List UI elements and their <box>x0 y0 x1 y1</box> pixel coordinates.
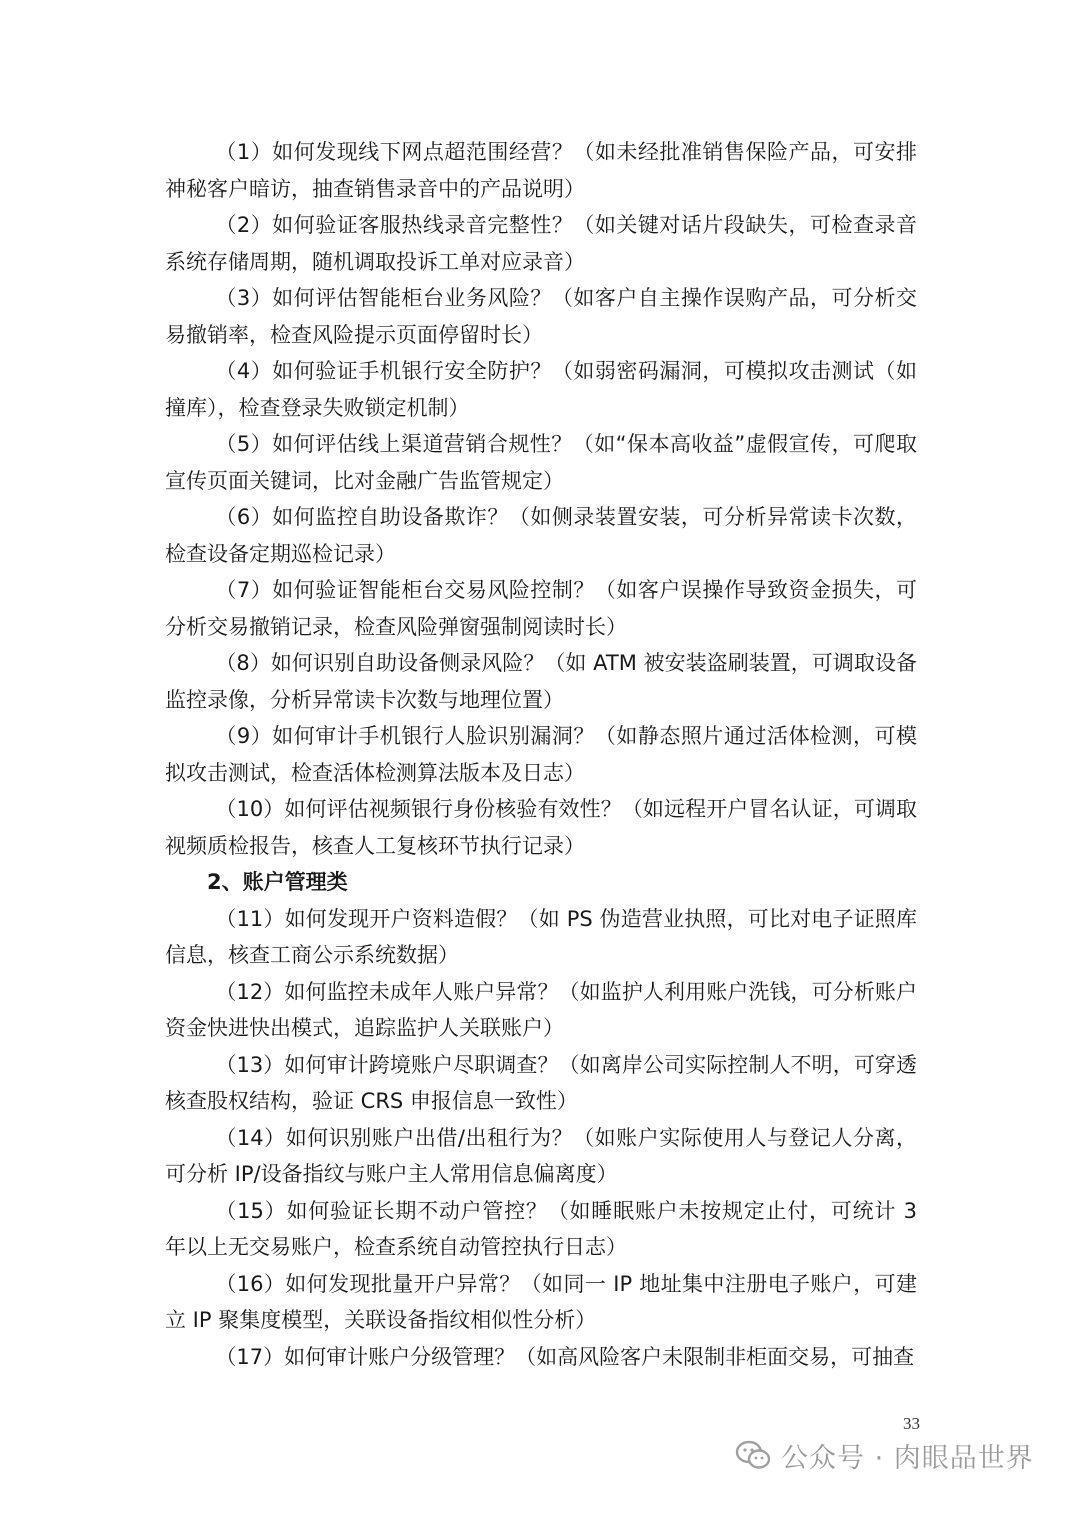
paragraph-2: （2）如何验证客服热线录音完整性？（如关键对话片段缺失，可检查录音系统存储周期，随机调取投诉工单对应录音） <box>165 213 917 274</box>
page-number: 33 <box>903 1414 920 1433</box>
paragraph-12: （12）如何监控未成年人账户异常？（如监护人利用账户洗钱，可分析账户资金快进快出模式，追踪监护人关联账户） <box>165 979 917 1040</box>
wechat-icon <box>735 1440 771 1470</box>
paragraph-14: （14）如何识别账户出借/出租行为？（如账户实际使用人与登记人分离，可分析 IP/设备指纹与账户主人常用信息偏离度） <box>165 1125 917 1186</box>
paragraph-10: （10）如何评估视频银行身份核验有效性？（如远程开户冒名认证，可调取视频质检报告，核查人工复核环节执行记录） <box>165 797 917 858</box>
paragraph-15: （15）如何验证长期不动户管控？（如睡眠账户未按规定止付，可统计 3 年以上无交易账户，检查系统自动管控执行日志） <box>165 1198 917 1259</box>
paragraph-8: （8）如何识别自助设备侧录风险？（如 ATM 被安装盗刷装置，可调取设备监控录像，分析异常读卡次数与地理位置） <box>165 651 917 712</box>
paragraph-7: （7）如何验证智能柜台交易风险控制？（如客户误操作导致资金损失，可分析交易撤销记录，检查风险弹窗强制阅读时长） <box>165 578 917 639</box>
paragraph-13: （13）如何审计跨境账户尽职调查？（如离岸公司实际控制人不明，可穿透核查股权结构，验证 CRS 申报信息一致性） <box>165 1052 917 1113</box>
paragraph-6: （6）如何监控自助设备欺诈？（如侧录装置安装，可分析异常读卡次数，检查设备定期巡检记录） <box>165 505 917 566</box>
paragraph-1: （1）如何发现线下网点超范围经营？（如未经批准销售保险产品，可安排神秘客户暗访，抽查销售录音中的产品说明） <box>165 140 917 201</box>
paragraph-5: （5）如何评估线上渠道营销合规性？（如“保本高收益”虚假宣传，可爬取宣传页面关键词，比对金融广告监管规定） <box>165 432 917 493</box>
paragraph-11: （11）如何发现开户资料造假？（如 PS 伪造营业执照，可比对电子证照库信息，核查工商公示系统数据） <box>165 906 917 967</box>
page-content <box>165 134 917 1375</box>
paragraph-9: （9）如何审计手机银行人脸识别漏洞？（如静态照片通过活体检测，可模拟攻击测试，检查活体检测算法版本及日志） <box>165 724 917 785</box>
paragraph-4: （4）如何验证手机银行安全防护？（如弱密码漏洞，可模拟攻击测试（如撞库），检查登录失败锁定机制） <box>165 359 917 420</box>
paragraph-3: （3）如何评估智能柜台业务风险？（如客户自主操作误购产品，可分析交易撤销率，检查风险提示页面停留时长） <box>165 286 917 347</box>
paragraph-17: （17）如何审计账户分级管理？（如高风险客户未限制非柜面交易，可抽查 <box>215 1344 915 1369</box>
section-heading: 2、账户管理类 <box>207 870 348 894</box>
paragraph-16: （16）如何发现批量开户异常？（如同一 IP 地址集中注册电子账户，可建立 IP 聚集度模型，关联设备指纹相似性分析） <box>165 1271 917 1332</box>
watermark-text: 公众号 · 肉眼品世界 <box>781 1442 1034 1474</box>
watermark <box>735 1431 1034 1479</box>
